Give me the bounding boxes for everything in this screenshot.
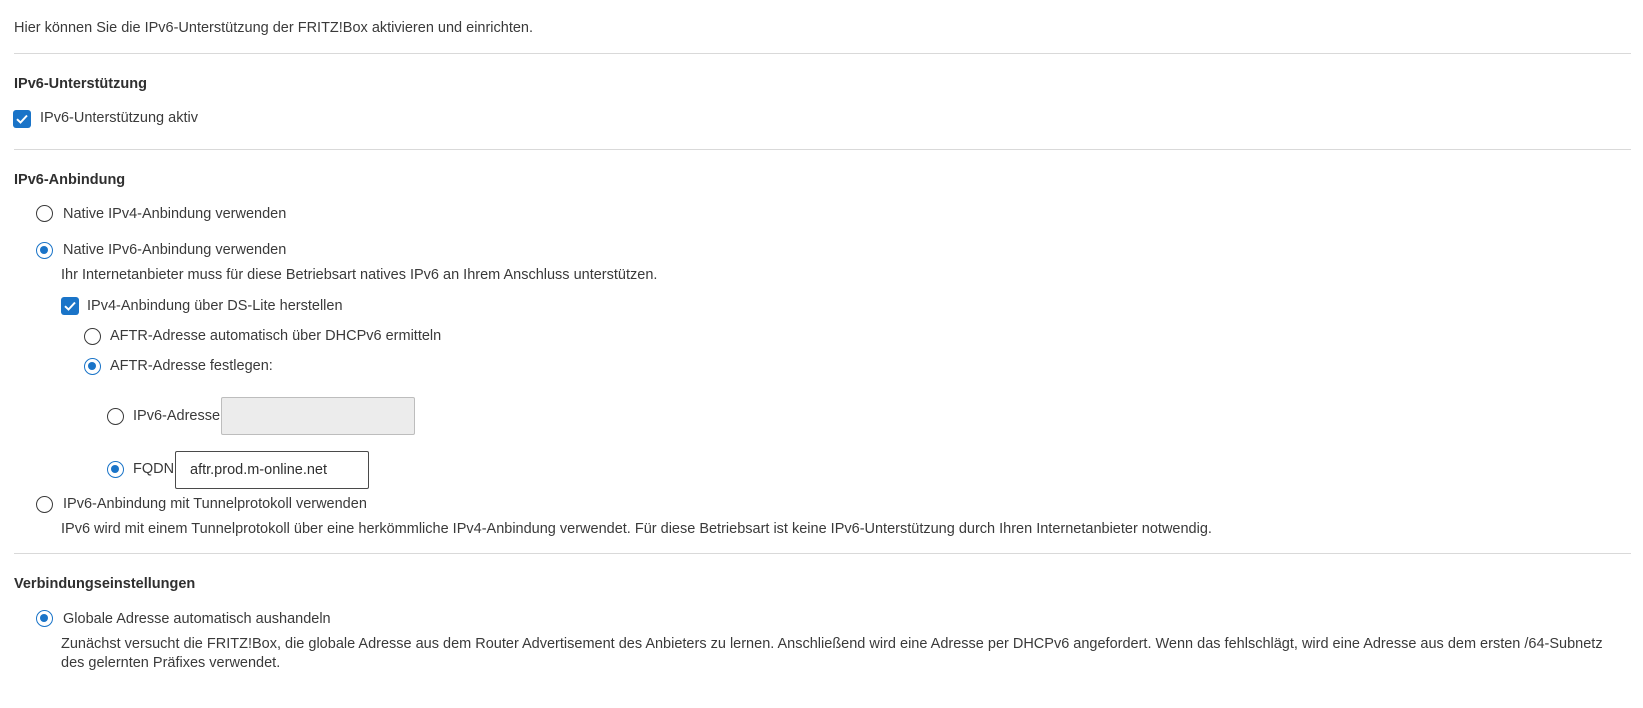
ipv6-address-radio[interactable] [107,408,124,425]
section-heading-connection: Verbindungseinstellungen [14,576,196,592]
divider [14,149,1631,150]
dslite-label[interactable]: IPv4-Anbindung über DS-Lite herstellen [87,298,343,314]
aftr-fixed-radio[interactable] [84,358,101,375]
global-address-label[interactable]: Globale Adresse automatisch aushandeln [63,611,331,627]
native-ipv4-radio[interactable] [36,205,53,222]
global-address-description-line1: Zunächst versucht die FRITZ!Box, die globale Adresse aus dem Router Advertisement des Anbieters zu lernen. Anschließend wird eine Adresse per DHCPv6 angefordert. Wenn das fehlschlägt, wird eine Adresse aus dem ersten /64-Subnetz [61,636,1603,652]
dslite-checkbox[interactable] [61,297,79,315]
ipv6-address-input[interactable] [221,397,415,435]
checkmark-icon [15,112,29,126]
native-ipv6-label[interactable]: Native IPv6-Anbindung verwenden [63,242,287,258]
fqdn-label[interactable]: FQDN [133,461,175,477]
native-ipv6-description: Ihr Internetanbieter muss für diese Betriebsart natives IPv6 an Ihrem Anschluss unterstützen. [61,267,658,283]
native-ipv6-radio[interactable] [36,242,53,259]
ipv6-support-checkbox[interactable] [13,110,31,128]
tunnel-radio[interactable] [36,496,53,513]
global-address-radio[interactable] [36,610,53,627]
divider [14,53,1631,54]
ipv6-support-label[interactable]: IPv6-Unterstützung aktiv [40,110,198,126]
aftr-fixed-label[interactable]: AFTR-Adresse festlegen: [110,358,273,374]
ipv6-address-label[interactable]: IPv6-Adresse [133,408,221,424]
section-heading-support: IPv6-Unterstützung [14,76,147,92]
divider [14,553,1631,554]
intro-text: Hier können Sie die IPv6-Unterstützung der FRITZ!Box aktivieren und einrichten. [14,20,534,36]
global-address-description-line2: des gelernten Präfixes verwendet. [61,655,281,671]
section-heading-binding: IPv6-Anbindung [14,172,126,188]
checkmark-icon [63,299,77,313]
fqdn-radio[interactable] [107,461,124,478]
tunnel-label[interactable]: IPv6-Anbindung mit Tunnelprotokoll verwenden [63,496,367,512]
native-ipv4-label[interactable]: Native IPv4-Anbindung verwenden [63,206,287,222]
tunnel-description: IPv6 wird mit einem Tunnelprotokoll über eine herkömmliche IPv4-Anbindung verwendet. Für diese Betriebsart ist keine IPv6-Unterstützung durch Ihren Internetanbieter notwendig. [61,521,1212,537]
aftr-auto-radio[interactable] [84,328,101,345]
aftr-auto-label[interactable]: AFTR-Adresse automatisch über DHCPv6 ermitteln [110,328,442,344]
fqdn-input[interactable] [175,451,369,489]
